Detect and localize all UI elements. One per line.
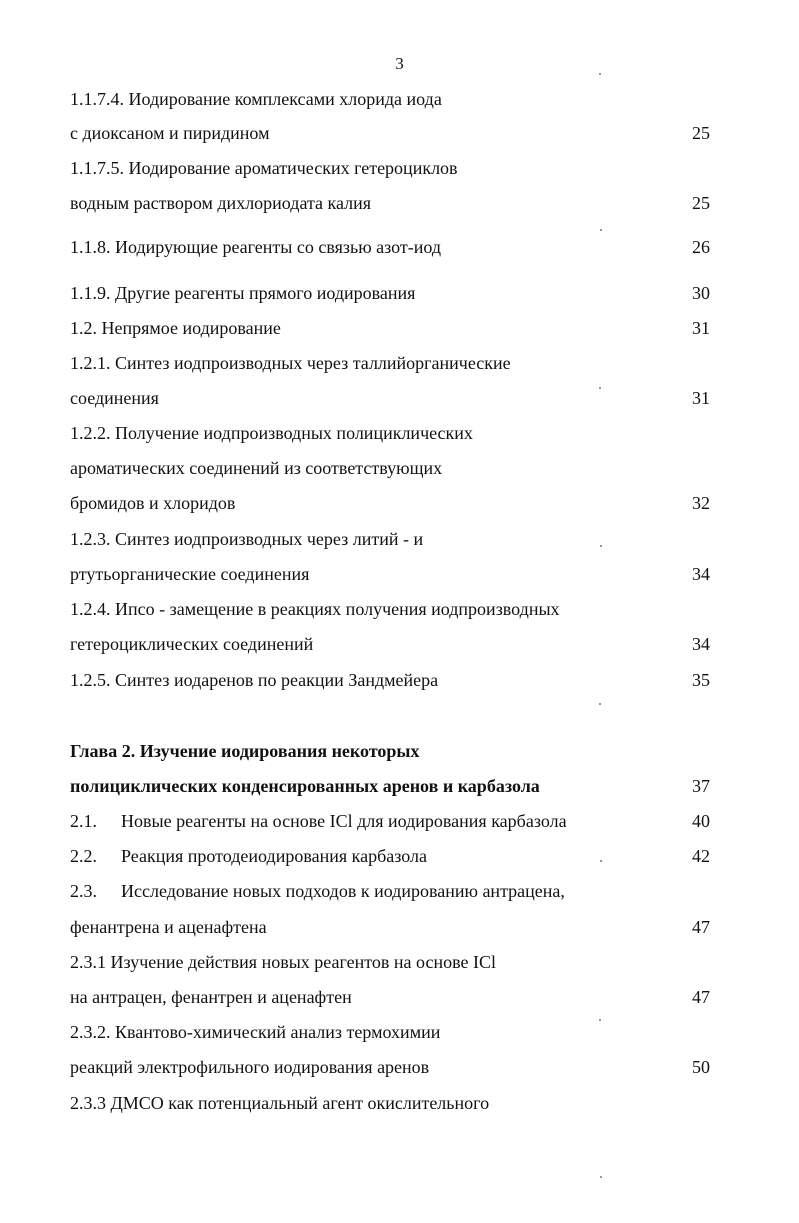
- toc-entry-text: 1.2.5. Синтез иодаренов по реакции Зандмейера: [70, 670, 439, 690]
- toc-entry-text: бромидов и хлоридов: [70, 493, 236, 513]
- toc-entry-text: с диоксаном и пиридином: [70, 123, 270, 143]
- toc-line: [70, 667, 710, 693]
- toc-page-number: 47: [692, 917, 710, 937]
- toc-line: [70, 155, 710, 181]
- toc-page-number: 42: [692, 846, 710, 866]
- toc-line: [70, 596, 710, 622]
- toc-entry-text: ароматических соединений из соответствующих: [70, 458, 443, 478]
- scan-speck: [599, 387, 601, 389]
- toc-line: [70, 1019, 710, 1045]
- toc-entry-text: 1.2.1. Синтез иодпроизводных через таллийорганические: [70, 353, 511, 373]
- toc-line: [70, 350, 710, 376]
- toc-entry-text: 1.1.7.5. Иодирование ароматических гетероциклов: [70, 158, 458, 178]
- toc-entry-text: гетероциклических соединений: [70, 634, 314, 654]
- toc-entry-text: 2.3.3 ДМСО как потенциальный агент окислительного: [70, 1093, 490, 1113]
- section-number: 2.3.: [70, 881, 97, 901]
- scan-speck: [600, 1176, 602, 1178]
- toc-page-number: 25: [692, 193, 710, 213]
- toc-page-number: 30: [692, 283, 710, 303]
- toc-entry-text: на антрацен, фенантрен и аценафтен: [70, 987, 352, 1007]
- toc-line: [70, 526, 710, 552]
- toc-page-number: 31: [692, 388, 710, 408]
- toc-line: [70, 385, 710, 411]
- toc-page-number: 31: [692, 318, 710, 338]
- toc-entry-text: 1.1.8. Иодирующие реагенты со связью азот-иод: [70, 237, 442, 257]
- toc-line: [70, 315, 710, 341]
- page-number: 3: [395, 54, 404, 73]
- scan-speck: [600, 545, 602, 547]
- toc-line: [70, 190, 710, 216]
- toc-page-number: 34: [692, 634, 710, 654]
- toc-line: [70, 561, 710, 587]
- section-number: 2.1.: [70, 811, 97, 831]
- scan-speck: [600, 229, 602, 231]
- toc-line: [70, 280, 710, 306]
- toc-line: [70, 631, 710, 657]
- toc-line: [70, 1090, 710, 1116]
- toc-entry-text: реакций электрофильного иодирования аренов: [70, 1057, 430, 1077]
- toc-page-number: 34: [692, 564, 710, 584]
- toc-line: [70, 878, 710, 904]
- toc-entry-text: фенантрена и аценафтена: [70, 917, 267, 937]
- toc-entry-text: 2.3.1 Изучение действия новых реагентов на основе ICl: [70, 952, 496, 972]
- toc-entry-text: ртутьорганические соединения: [70, 564, 310, 584]
- toc-entry-text: 1.2.3. Синтез иодпроизводных через литий - и: [70, 529, 424, 549]
- scan-speck: [599, 73, 601, 75]
- scan-speck: [600, 860, 602, 862]
- toc-entry-text: [70, 878, 565, 904]
- toc-entry-text: 1.2. Непрямое иодирование: [70, 318, 281, 338]
- toc-entry-text: 1.1.9. Другие реагенты прямого иодирования: [70, 283, 416, 303]
- toc-line: [70, 120, 710, 146]
- toc-line: [70, 1054, 710, 1080]
- section-title: Новые реагенты на основе ICl для иодирования карбазола: [121, 811, 567, 831]
- toc-entry-text: 1.2.4. Ипсо - замещение в реакциях получения иодпроизводных: [70, 599, 560, 619]
- toc-page-number: 25: [692, 123, 710, 143]
- toc-entry-text: 1.2.2. Получение иодпроизводных полициклических: [70, 423, 473, 443]
- section-title: Исследование новых подходов к иодированию антрацена,: [121, 881, 565, 901]
- toc-line: [70, 843, 710, 869]
- toc-page-number: 35: [692, 670, 710, 690]
- toc-line: [70, 455, 710, 481]
- toc-line: [70, 234, 710, 260]
- toc-entry-text: [70, 843, 427, 869]
- toc-line: [70, 949, 710, 975]
- chapter-heading-text: полициклических конденсированных аренов и карбазола: [70, 776, 540, 796]
- scan-speck: [599, 703, 601, 705]
- toc-page-number: 32: [692, 493, 710, 513]
- toc-page-number: 26: [692, 237, 710, 257]
- section-title: Реакция протодеиодирования карбазола: [121, 846, 427, 866]
- toc-line: [70, 86, 710, 112]
- toc-page-number: 40: [692, 811, 710, 831]
- toc-page-number: 37: [692, 776, 710, 796]
- toc-line: [70, 984, 710, 1010]
- toc-entry-text: 1.1.7.4. Иодирование комплексами хлорида иода: [70, 89, 442, 109]
- toc-entry-text: [70, 808, 567, 834]
- toc-line: [70, 808, 710, 834]
- toc-entry-text: 2.3.2. Квантово-химический анализ термохимии: [70, 1022, 441, 1042]
- chapter-heading-line: [70, 773, 710, 799]
- toc-line: [70, 490, 710, 516]
- scan-speck: [599, 1019, 601, 1021]
- toc-line: [70, 420, 710, 446]
- toc-entry-text: соединения: [70, 388, 159, 408]
- chapter-heading-text: Глава 2. Изучение иодирования некоторых: [70, 741, 420, 761]
- section-number: 2.2.: [70, 846, 97, 866]
- toc-page-number: 50: [692, 1057, 710, 1077]
- toc-line: [70, 914, 710, 940]
- toc-entry-text: водным раствором дихлориодата калия: [70, 193, 372, 213]
- toc-page-number: 47: [692, 987, 710, 1007]
- chapter-heading-line: [70, 738, 710, 764]
